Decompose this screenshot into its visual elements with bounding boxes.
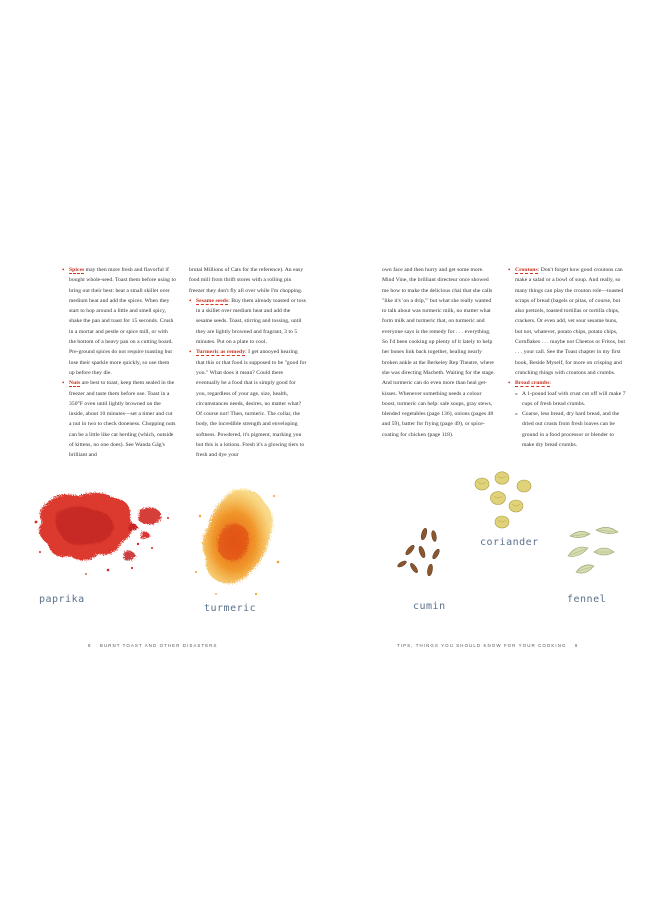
right-page-number: 9 [574, 643, 579, 648]
body-text: may then more fresh and flavorful if bought whole-seed. Toast them before using to bring out their best: heat a small skillet over medium heat and add the spices. When they start to hop around a little and smell spicy, shake the pan and toast for 15 seconds. Crush in a mortar and pestle or spice mill, or with the bottom of a heavy pan on a cutting board. Pre-ground spices do not require toasting but lose their sparkle more quickly, so use them up before they die. [69, 267, 176, 376]
glossary-term: Sesame seeds [196, 297, 229, 304]
bullet-icon: • [508, 379, 511, 388]
paragraph [382, 265, 496, 440]
list-item [189, 347, 307, 460]
body-text: : Don't forget how good croutons can make a salad or a bowl of soup. And really, so many things can play the crouton role—toasted scraps of bread (bagels or pitas, of course, but also pretzels, toasted tortillas or tortilla chips, crackers. Or even add, vet sour sesame buns, but not, whatever, potato chips, potato chips, Cornflakes . . . maybe not Cheetos or Fritos, but . . . your call. See the Toast chapter in my first book, Beside Myself, for more on crisping and crunching things with croutons and crumbs. [515, 267, 626, 376]
cumin-label: cumin [413, 601, 446, 612]
left-running-title: BURNT TOAST AND OTHER DISASTERS [99, 643, 218, 648]
cumin-illustration [394, 524, 456, 586]
right-column-1 [382, 265, 496, 440]
right-running-title: TIPS, THINGS YOU SHOULD KNOW FOR YOUR COOKING [397, 643, 567, 648]
list-item [508, 378, 626, 388]
bullet-icon: • [62, 266, 65, 274]
left-page-footer [88, 643, 218, 648]
list-item [62, 378, 176, 460]
body-text: are best to toast, keep them sealed in the freezer and taste them before use. Toast in a 350°F oven until lightly browned on the inside, about 10 minutes—set a timer and cut a nut in two to check doneness. Chopping nuts can be a little like cat herding (which, outside of kittens, no one does). See Wanda Gág's brilliant and [69, 380, 176, 459]
left-page-number: 8 [88, 643, 92, 648]
list-item [189, 296, 307, 347]
left-column-2 [189, 265, 307, 461]
turmeric-label: turmeric [204, 603, 257, 614]
glossary-term: Spices [69, 267, 85, 273]
sub-bullet: » [515, 390, 518, 397]
paprika-label: paprika [39, 594, 85, 605]
list-item [62, 265, 176, 378]
list-item [508, 265, 626, 378]
body-text: : Buy them already toasted or toss in a skillet over medium heat and add the sesame seeds. Toast, stirring and tossing, until they are lightly browned and fragrant, 3 to 5 minutes. Put on a plate to cool. [196, 297, 306, 346]
paprika-illustration [28, 482, 178, 582]
paragraph [189, 265, 307, 296]
bullet-icon: • [62, 379, 65, 388]
bullet-icon: • [189, 296, 192, 305]
body-text: : I get annoyed hearing that this or that food is supposed to be "good for you." What does it mean? Could there eventually be a food that is simply good for you, regardless of your age, size, health, circumstances needs, desires, no matter what? Of course not! Then, turmeric. The collar, the body, the incredible strength and enveloping softness. Powdered, it's pigment, marking you but this is a lotions. Fresh it's a glowing tiers to fresh and dye your [196, 349, 307, 459]
glossary-term: Turmeric as remedy [196, 349, 246, 356]
body-text: Coarse, less bread, dry hard bread, and the dried out crusts from fresh loaves can be ground in a food processor or blender to make dry bread crumbs. [522, 411, 620, 449]
sub-list-item [508, 409, 626, 450]
right-column-2 [508, 265, 626, 450]
glossary-term: Bread crumbs [515, 380, 550, 387]
glossary-term: Croutons [515, 267, 538, 273]
body-text: A 1-pound loaf with crust cut off will make 7 cups of fresh bread crumbs. [522, 390, 626, 407]
fennel-illustration [556, 522, 626, 586]
turmeric-illustration [186, 476, 286, 606]
fennel-label: fennel [567, 594, 607, 605]
bullet-icon: • [508, 266, 511, 274]
coriander-label: coriander [480, 537, 539, 548]
coriander-illustration [468, 470, 544, 536]
glossary-term: Nuts [69, 380, 81, 387]
right-page-footer [397, 643, 578, 648]
body-text: brutal Millions of Cats for the reference). An easy food mill from thrift stores with a rolling pin freezer they don't fly all over while I'm chopping. [189, 267, 304, 294]
body-text: : [549, 380, 552, 387]
sub-list-item [508, 389, 626, 410]
bullet-icon: • [189, 348, 192, 357]
body-text: own face and then hurry and get some more. Mind Vine, the brilliant directeur once showed me how to make the delicious chai that she calls "like it's 'on a drip,'" but what she really wanted to talk about was turmeric milk, no matter what form milk and turmeric that, on turmeric and everyone says is the remedy for . . . everything. So I'd been cooking up plenty of it lately to help her bones link back together, healing nearly broken ankle at the Berkeley Rep Theatre, where she was directing Macbeth. Waiting for the stage. And turmeric can do even more than heal get-kisses. Whenever something needs a colour boost, turmeric can help: sale soups, gray stews, blended vegetables (page 136), onions (pages 48 and 59), batter for frying (page 49), or spice-coating for chicken (page 118). [382, 267, 495, 438]
left-column-1 [62, 265, 176, 461]
sub-bullet: » [515, 411, 518, 418]
